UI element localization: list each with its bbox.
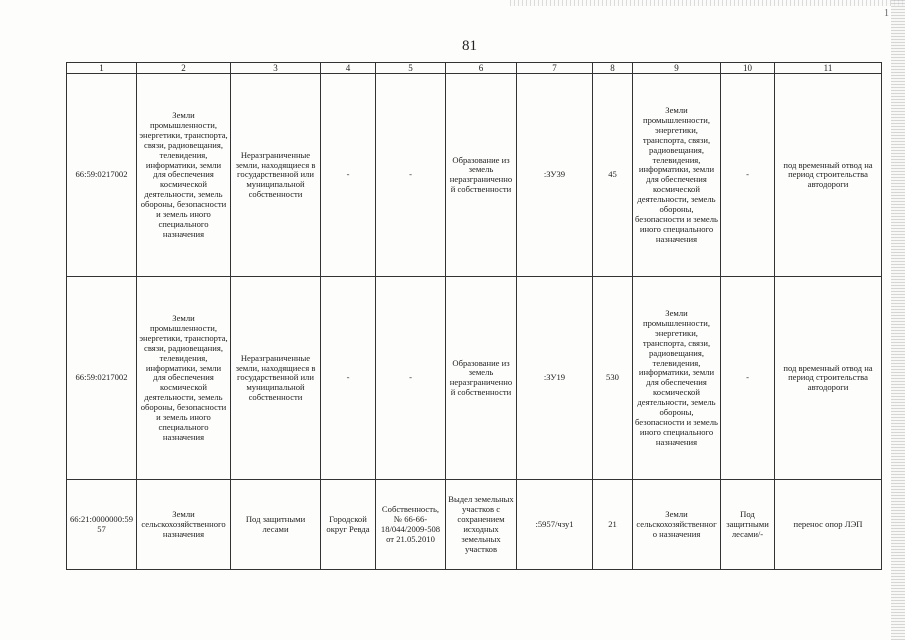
new-permitted-use: - [721,277,775,480]
land-category: Земли промышленности, энергетики, транспорта, связи, радиовещания, телевидения, информатики, земли для обеспечения космической деятельности, земель обороны, безопасности и земель иного специального назначения [137,277,231,480]
cadastral-number: 66:21:0000000:5957 [67,480,137,570]
col-header-9: 9 [633,63,721,74]
col-header-8: 8 [593,63,633,74]
col-header-5: 5 [376,63,446,74]
col-header-2: 2 [137,63,231,74]
formation-method: Образование из земель неразграниченной собственности [446,277,517,480]
table-row [67,74,882,277]
address: Городской округ Ревда [321,480,376,570]
purpose: под временный отвод на период строительства автодороги [775,277,882,480]
purpose: под временный отвод на период строительства автодороги [775,74,882,277]
cadastral-number: 66:59:0217002 [67,277,137,480]
col-header-11: 11 [775,63,882,74]
address: - [321,277,376,480]
formation-method: Образование из земель неразграниченной собственности [446,74,517,277]
col-header-7: 7 [517,63,593,74]
new-permitted-use: Под защитными лесами/- [721,480,775,570]
area: 21 [593,480,633,570]
corner-mark: 1 [884,8,889,19]
rights: Собственность, № 66-66-18/044/2009-508 от 21.05.2010 [376,480,446,570]
new-land-category: Земли промышленности, энергетики, транспорта, связи, радиовещания, телевидения, информатики, земли для обеспечения космической деятельности, земель обороны, безопасности и земель иного специального назначения [633,74,721,277]
cadastral-number: 66:59:0217002 [67,74,137,277]
rights: - [376,277,446,480]
plot-designation: :5957/чзу1 [517,480,593,570]
land-category: Земли сельскохозяйственного назначения [137,480,231,570]
new-land-category: Земли промышленности, энергетики, транспорта, связи, радиовещания, телевидения, информатики, земли для обеспечения космической деятельности, земель обороны, безопасности и земель иного специального назначения [633,277,721,480]
table-row [67,277,882,480]
scan-edge-right [891,0,905,640]
rights: - [376,74,446,277]
land-category: Земли промышленности, энергетики, транспорта, связи, радиовещания, телевидения, информатики, земли для обеспечения космической деятельности, земель обороны, безопасности и земель иного специального назначения [137,74,231,277]
col-header-10: 10 [721,63,775,74]
plot-designation: :ЗУ19 [517,277,593,480]
formation-method: Выдел земельных участков с сохранением исходных земельных участков [446,480,517,570]
area: 530 [593,277,633,480]
page-number: 81 [462,38,477,54]
col-header-3: 3 [231,63,321,74]
col-header-1: 1 [67,63,137,74]
area: 45 [593,74,633,277]
address: - [321,74,376,277]
plot-designation: :ЗУ39 [517,74,593,277]
scan-edge-top [510,0,905,6]
land-plots-table [66,62,882,570]
col-header-6: 6 [446,63,517,74]
col-header-4: 4 [321,63,376,74]
header-row [67,63,882,74]
permitted-use: Неразграниченные земли, находящиеся в государственной или муниципальной собственности [231,74,321,277]
new-land-category: Земли сельскохозяйственного назначения [633,480,721,570]
permitted-use: Неразграниченные земли, находящиеся в государственной или муниципальной собственности [231,277,321,480]
permitted-use: Под защитными лесами [231,480,321,570]
new-permitted-use: - [721,74,775,277]
table-row [67,480,882,570]
purpose: перенос опор ЛЭП [775,480,882,570]
